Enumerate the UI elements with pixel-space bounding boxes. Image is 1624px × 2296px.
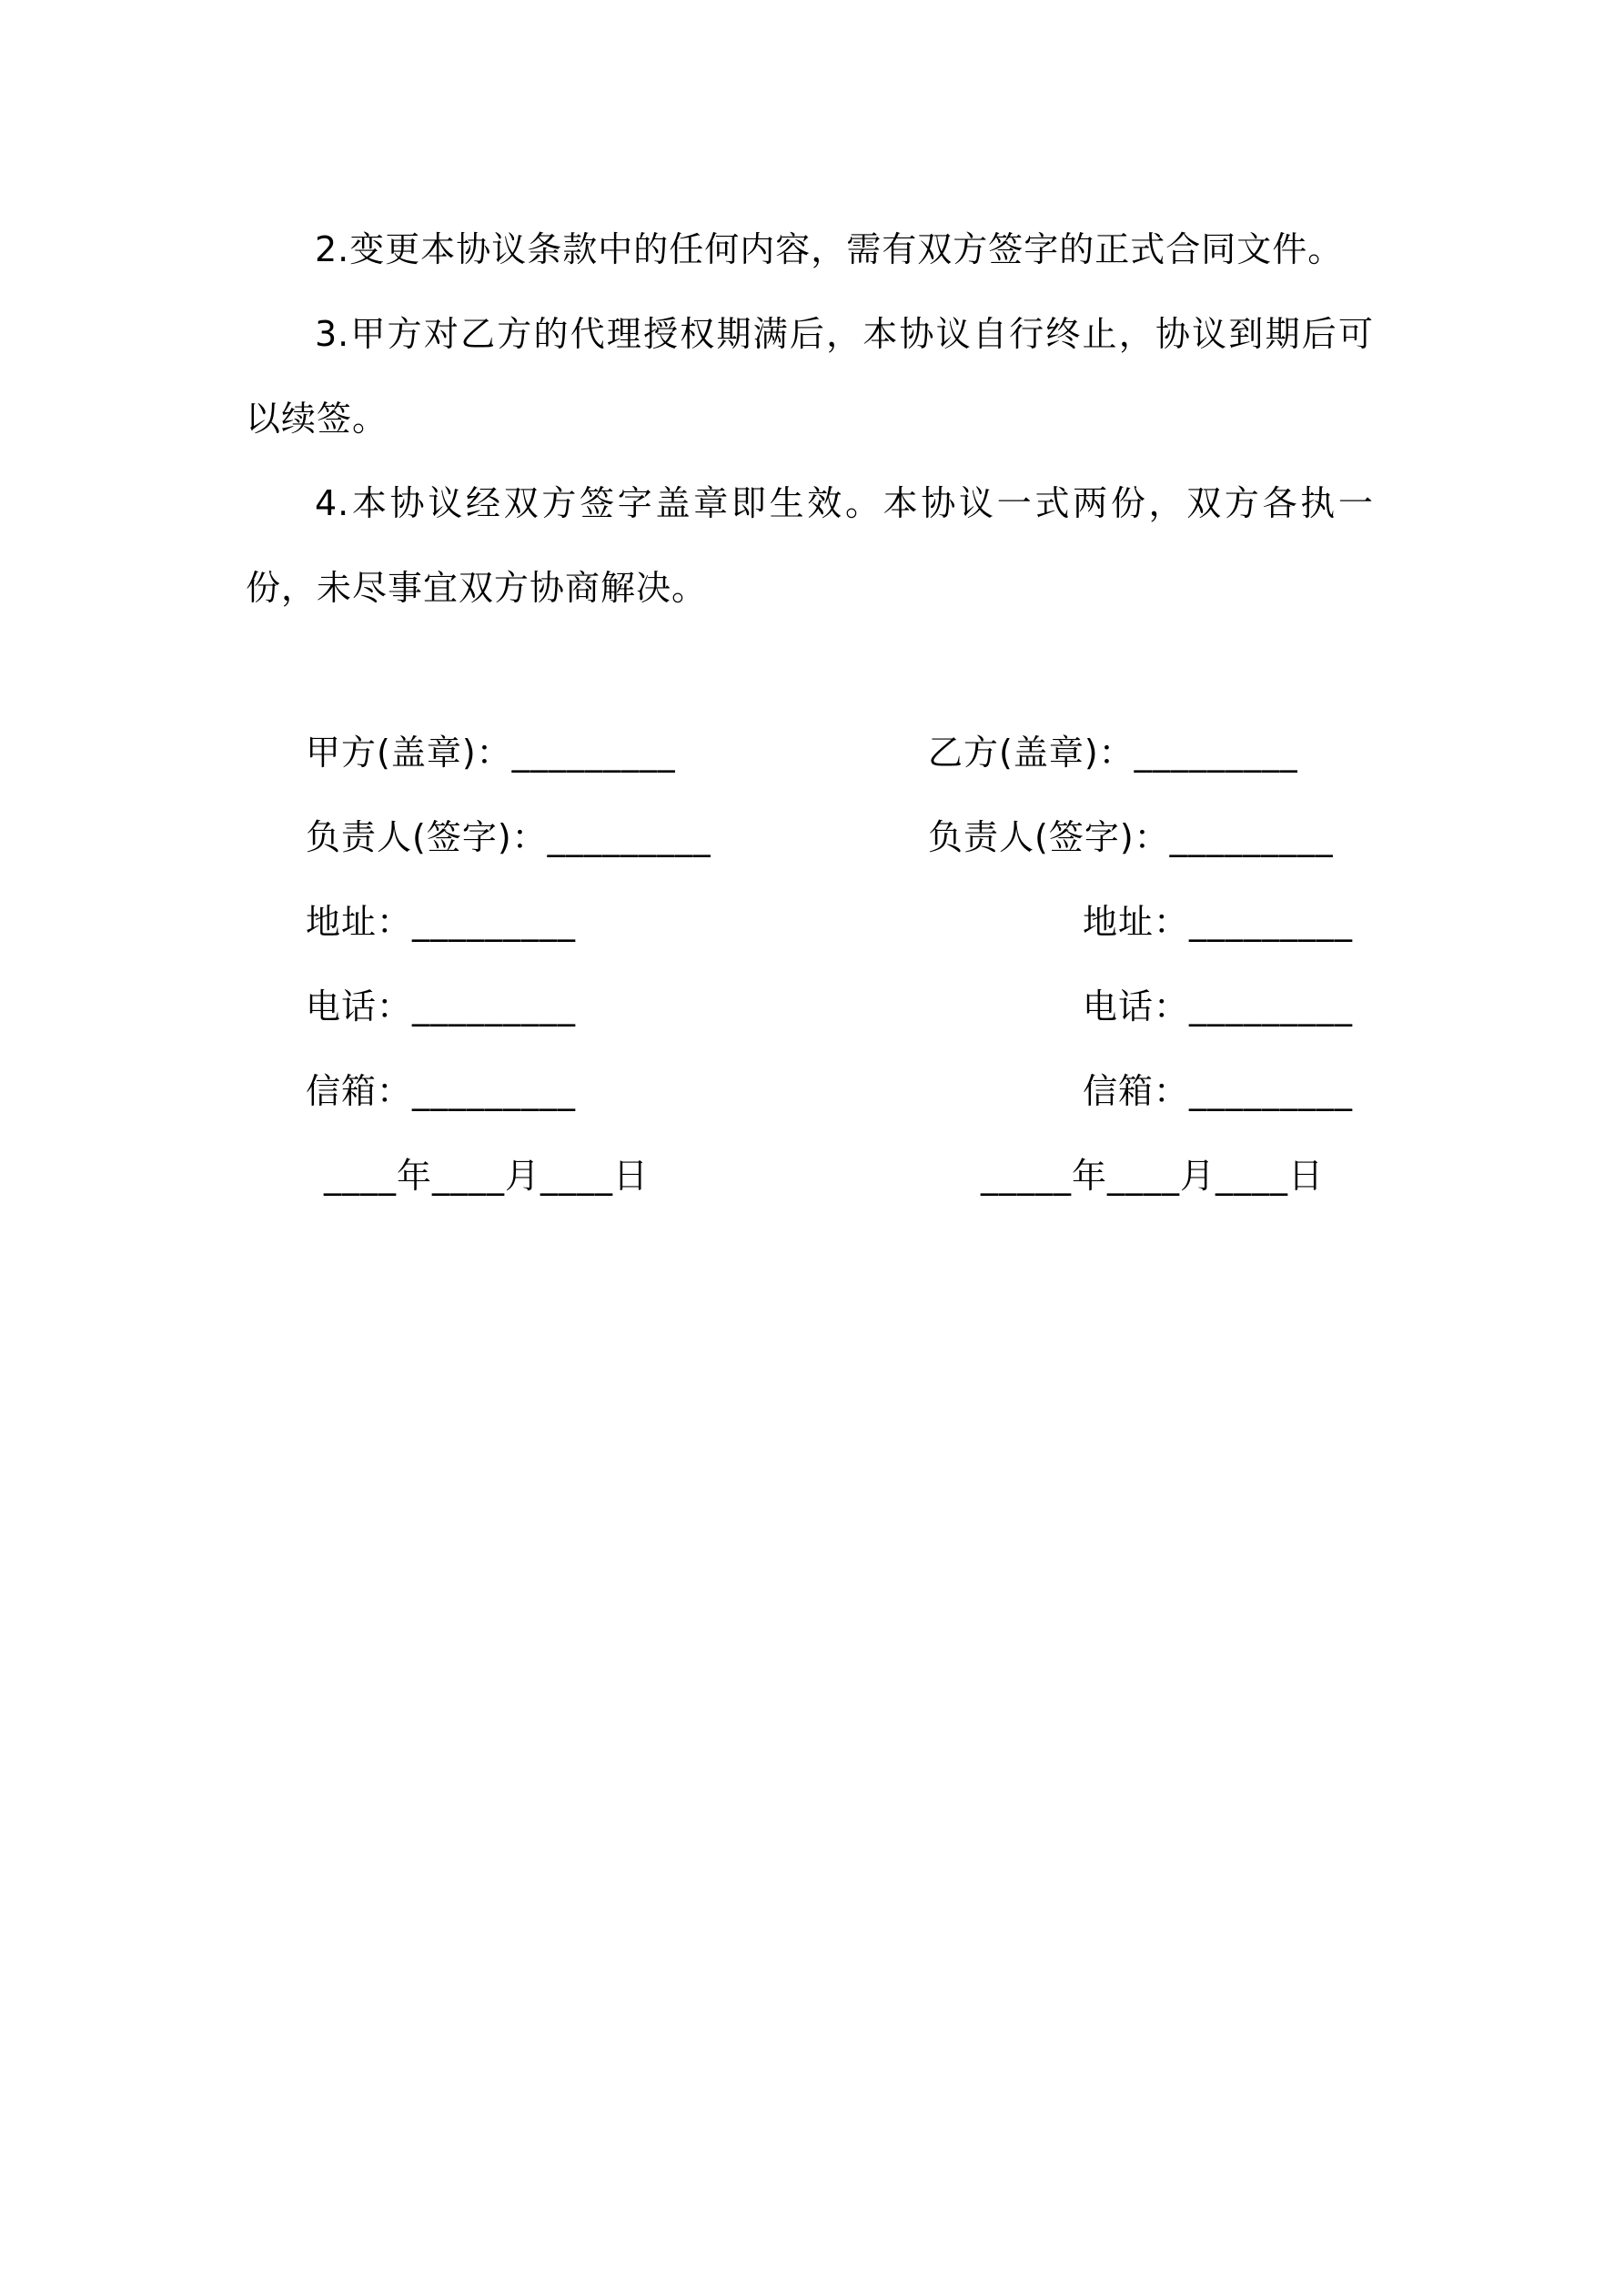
party-a-seal: 甲方(盖章)：_________ (306, 733, 676, 773)
clause-2: 2.变更本协议条款中的任何内容，需有双方签字的正式合同文件。 (315, 229, 1344, 269)
clause-4: 4.本协议经双方签字盖章即生效。本协议一式两份，双方各执一份，未尽事宜双方协商解决。 (246, 483, 1374, 608)
party-b-seal: 乙方(盖章)：_________ (928, 733, 1298, 773)
party-b-person: 负责人(签字)：_________ (928, 817, 1334, 857)
party-a-person: 负责人(签字)：_________ (306, 817, 711, 857)
party-b-phone: 电话：_________ (1083, 986, 1354, 1027)
document-body (246, 207, 1374, 631)
party-a-date: ____年____月____日 (324, 1156, 650, 1196)
party-b-email: 信箱：_________ (1083, 1071, 1354, 1111)
party-b-date: _____年____月____日 (981, 1156, 1325, 1196)
party-a-address: 地址：_________ (306, 902, 577, 942)
party-b-address: 地址：_________ (1083, 902, 1354, 942)
party-a-phone: 电话：_________ (306, 986, 577, 1027)
party-a-email: 信箱：_________ (306, 1071, 577, 1111)
clause-3: 3.甲方对乙方的代理授权期满后，本协议自行终止，协议到期后可以续签。 (246, 314, 1374, 439)
